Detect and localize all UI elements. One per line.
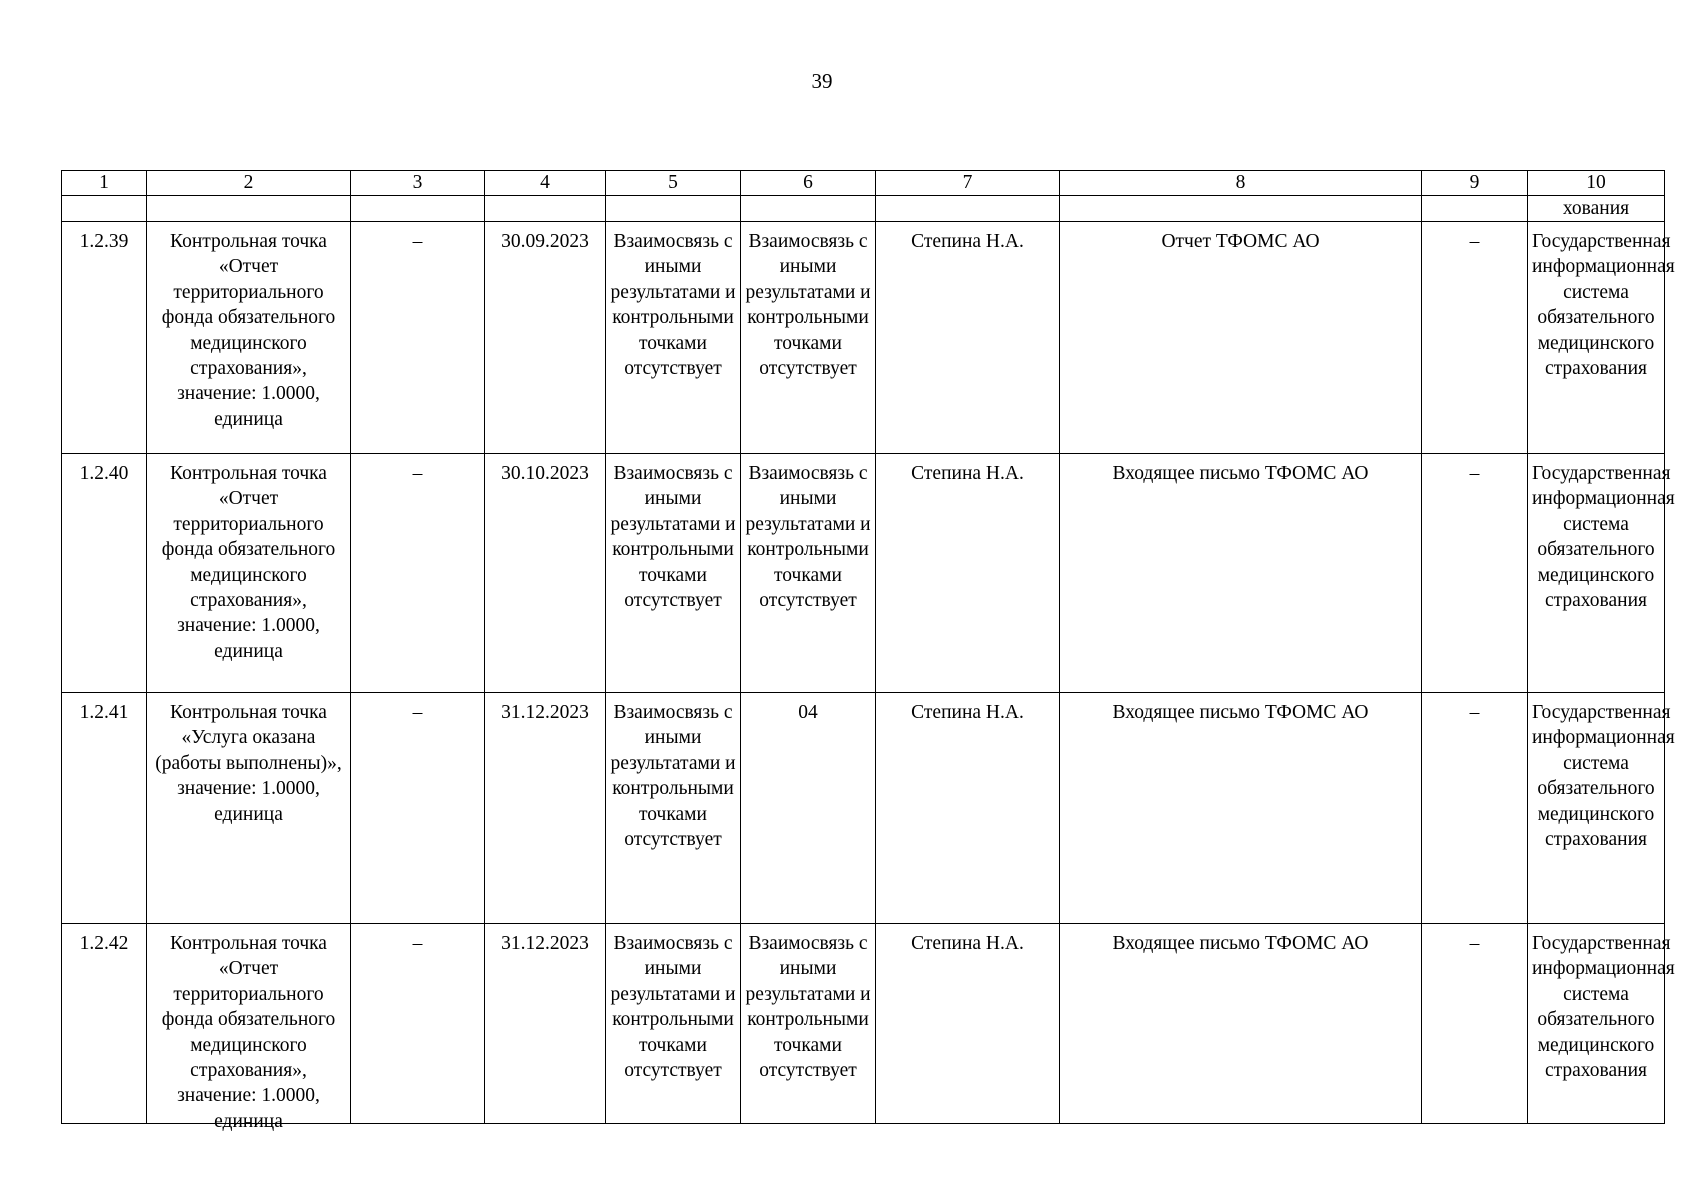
predecessor: –: [351, 693, 485, 924]
continuation-cell: [1060, 196, 1422, 222]
document-type: Входящее письмо ТФОМС АО: [1060, 924, 1422, 1124]
deadline-date: 31.12.2023: [485, 924, 606, 1124]
page-number: 39: [811, 69, 833, 93]
continuation-cell: [351, 196, 485, 222]
level: –: [1422, 222, 1528, 454]
deadline-date: 30.10.2023: [485, 454, 606, 693]
information-system: Государственная информационная система обязательного медицинского страхования: [1528, 924, 1665, 1124]
continuation-cell: [1422, 196, 1528, 222]
continuation-cell: [606, 196, 741, 222]
row-number: 1.2.42: [62, 924, 147, 1124]
relation-col6: Взаимосвязь с иными результатами и контрольными точками отсутствует: [741, 454, 876, 693]
column-number-row: [62, 171, 1665, 196]
relation-col5: Взаимосвязь с иными результатами и контрольными точками отсутствует: [606, 454, 741, 693]
row-number: 1.2.41: [62, 693, 147, 924]
column-header: 4: [485, 171, 606, 196]
control-point-name: Контрольная точка «Услуга оказана (работы выполнены)», значение: 1.0000, единица: [147, 693, 351, 924]
continuation-cell: [741, 196, 876, 222]
relation-col5: Взаимосвязь с иными результатами и контрольными точками отсутствует: [606, 222, 741, 454]
column-header: 1: [62, 171, 147, 196]
continuation-row: [62, 196, 1665, 222]
information-system: Государственная информационная система обязательного медицинского страхования: [1528, 222, 1665, 454]
level: –: [1422, 924, 1528, 1124]
column-header: 10: [1528, 171, 1665, 196]
table-row: [62, 693, 1665, 924]
continuation-cell: хования: [1528, 196, 1665, 222]
control-point-name: Контрольная точка «Отчет территориального фонда обязательного медицинского страхования», значение: 1.0000, единица: [147, 454, 351, 693]
continuation-cell: [876, 196, 1060, 222]
column-header: 3: [351, 171, 485, 196]
predecessor: –: [351, 924, 485, 1124]
responsible-person: Степина Н.А.: [876, 454, 1060, 693]
row-number: 1.2.39: [62, 222, 147, 454]
control-point-name: Контрольная точка «Отчет территориального фонда обязательного медицинского страхования», значение: 1.0000, единица: [147, 924, 351, 1124]
document-type: Отчет ТФОМС АО: [1060, 222, 1422, 454]
responsible-person: Степина Н.А.: [876, 924, 1060, 1124]
control-point-name: Контрольная точка «Отчет территориального фонда обязательного медицинского страхования», значение: 1.0000, единица: [147, 222, 351, 454]
relation-col6: Взаимосвязь с иными результатами и контрольными точками отсутствует: [741, 924, 876, 1124]
column-header: 9: [1422, 171, 1528, 196]
document-type: Входящее письмо ТФОМС АО: [1060, 454, 1422, 693]
column-header: 5: [606, 171, 741, 196]
responsible-person: Степина Н.А.: [876, 693, 1060, 924]
relation-col6: 04: [741, 693, 876, 924]
predecessor: –: [351, 222, 485, 454]
level: –: [1422, 693, 1528, 924]
column-header: 8: [1060, 171, 1422, 196]
continuation-cell: [485, 196, 606, 222]
predecessor: –: [351, 454, 485, 693]
table-row: [62, 454, 1665, 693]
deadline-date: 30.09.2023: [485, 222, 606, 454]
information-system: Государственная информационная система обязательного медицинского страхования: [1528, 454, 1665, 693]
continuation-cell: [147, 196, 351, 222]
relation-col5: Взаимосвязь с иными результатами и контрольными точками отсутствует: [606, 924, 741, 1124]
table-row: [62, 924, 1665, 1124]
continuation-cell: [62, 196, 147, 222]
relation-col5: Взаимосвязь с иными результатами и контрольными точками отсутствует: [606, 693, 741, 924]
level: –: [1422, 454, 1528, 693]
document-type: Входящее письмо ТФОМС АО: [1060, 693, 1422, 924]
deadline-date: 31.12.2023: [485, 693, 606, 924]
information-system: Государственная информационная система обязательного медицинского страхования: [1528, 693, 1665, 924]
column-header: 2: [147, 171, 351, 196]
column-header: 6: [741, 171, 876, 196]
column-header: 7: [876, 171, 1060, 196]
responsible-person: Степина Н.А.: [876, 222, 1060, 454]
row-number: 1.2.40: [62, 454, 147, 693]
control-points-table: [61, 170, 1675, 1132]
relation-col6: Взаимосвязь с иными результатами и контрольными точками отсутствует: [741, 222, 876, 454]
table-row: [62, 222, 1665, 454]
